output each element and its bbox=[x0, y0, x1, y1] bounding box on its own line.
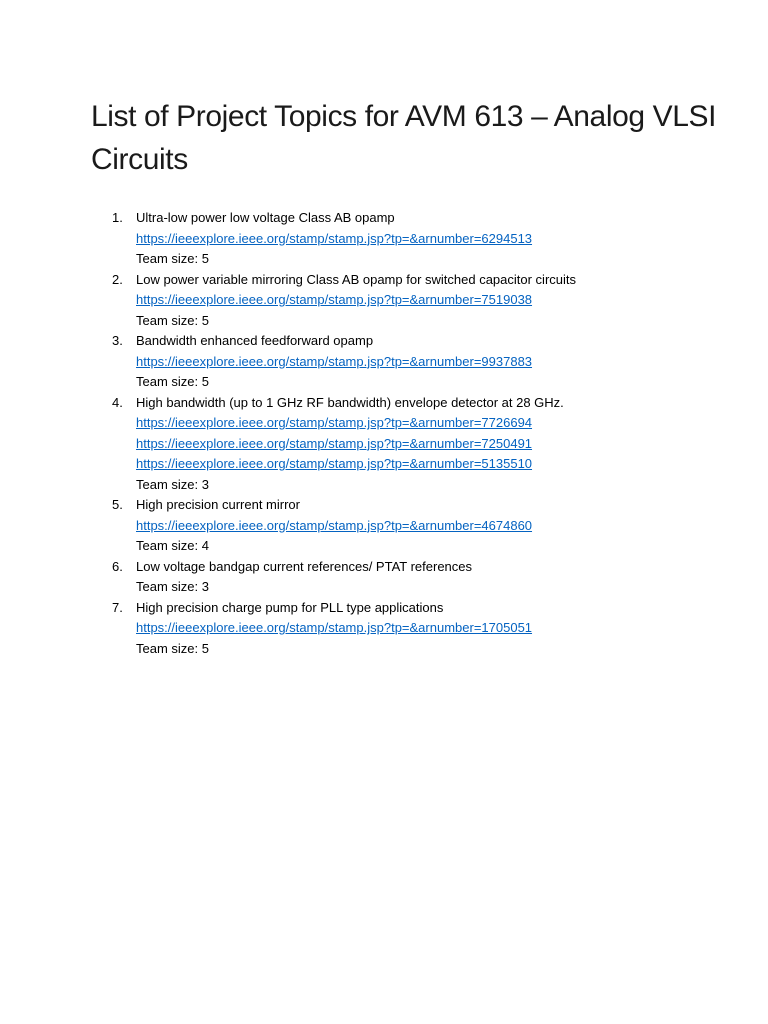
topic-item bbox=[0, 557, 768, 598]
topic-number: 2. bbox=[112, 271, 123, 287]
topic-title: Ultra-low power low voltage Class AB opamp bbox=[136, 210, 395, 225]
topic-item bbox=[0, 598, 768, 660]
team-size: Team size: 4 bbox=[136, 538, 209, 553]
topic-title: High precision charge pump for PLL type applications bbox=[136, 599, 444, 615]
topic-number: 4. bbox=[112, 394, 123, 410]
team-size: Team size: 5 bbox=[136, 251, 209, 266]
paper-link[interactable]: https://ieeexplore.ieee.org/stamp/stamp.jsp?tp=&arnumber=4674860 bbox=[136, 517, 533, 533]
paper-link[interactable]: https://ieeexplore.ieee.org/stamp/stamp.jsp?tp=&arnumber=7726694 bbox=[136, 415, 533, 430]
topic-title: Low voltage bandgap current references/ PTAT references bbox=[136, 558, 473, 574]
topic-item bbox=[0, 495, 768, 557]
topic-number: 7. bbox=[112, 599, 123, 615]
topic-item bbox=[0, 331, 768, 393]
paper-link[interactable]: https://ieeexplore.ieee.org/stamp/stamp.jsp?tp=&arnumber=6294513 bbox=[136, 230, 533, 246]
team-size: Team size: 3 bbox=[136, 579, 209, 594]
team-size: Team size: 5 bbox=[136, 640, 209, 656]
team-size: Team size: 5 bbox=[136, 374, 209, 389]
topic-number: 1. bbox=[112, 210, 123, 225]
team-size: Team size: 5 bbox=[136, 312, 209, 328]
paper-link[interactable]: https://ieeexplore.ieee.org/stamp/stamp.jsp?tp=&arnumber=9937883 bbox=[136, 353, 533, 369]
paper-link[interactable]: https://ieeexplore.ieee.org/stamp/stamp.jsp?tp=&arnumber=5135510 bbox=[136, 456, 533, 471]
paper-link[interactable]: https://ieeexplore.ieee.org/stamp/stamp.jsp?tp=&arnumber=7519038 bbox=[136, 292, 533, 307]
topic-list bbox=[0, 208, 768, 659]
topic-number: 3. bbox=[112, 333, 123, 348]
topic-item bbox=[0, 208, 768, 270]
topic-number: 5. bbox=[112, 497, 123, 512]
topic-title: Low power variable mirroring Class AB opamp for switched capacitor circuits bbox=[136, 271, 577, 287]
page-title: List of Project Topics for AVM 613 – Analog VLSI Circuits bbox=[91, 100, 717, 176]
team-size: Team size: 3 bbox=[136, 476, 209, 492]
topic-item bbox=[0, 270, 768, 332]
paper-link[interactable]: https://ieeexplore.ieee.org/stamp/stamp.jsp?tp=&arnumber=7250491 bbox=[136, 435, 533, 451]
topic-item bbox=[0, 393, 768, 496]
topic-title: High precision current mirror bbox=[136, 497, 300, 512]
topic-title: Bandwidth enhanced feedforward opamp bbox=[136, 333, 374, 348]
topic-title: High bandwidth (up to 1 GHz RF bandwidth) envelope detector at 28 GHz. bbox=[136, 394, 564, 410]
paper-link[interactable]: https://ieeexplore.ieee.org/stamp/stamp.jsp?tp=&arnumber=1705051 bbox=[136, 620, 533, 635]
topic-number: 6. bbox=[112, 558, 123, 574]
